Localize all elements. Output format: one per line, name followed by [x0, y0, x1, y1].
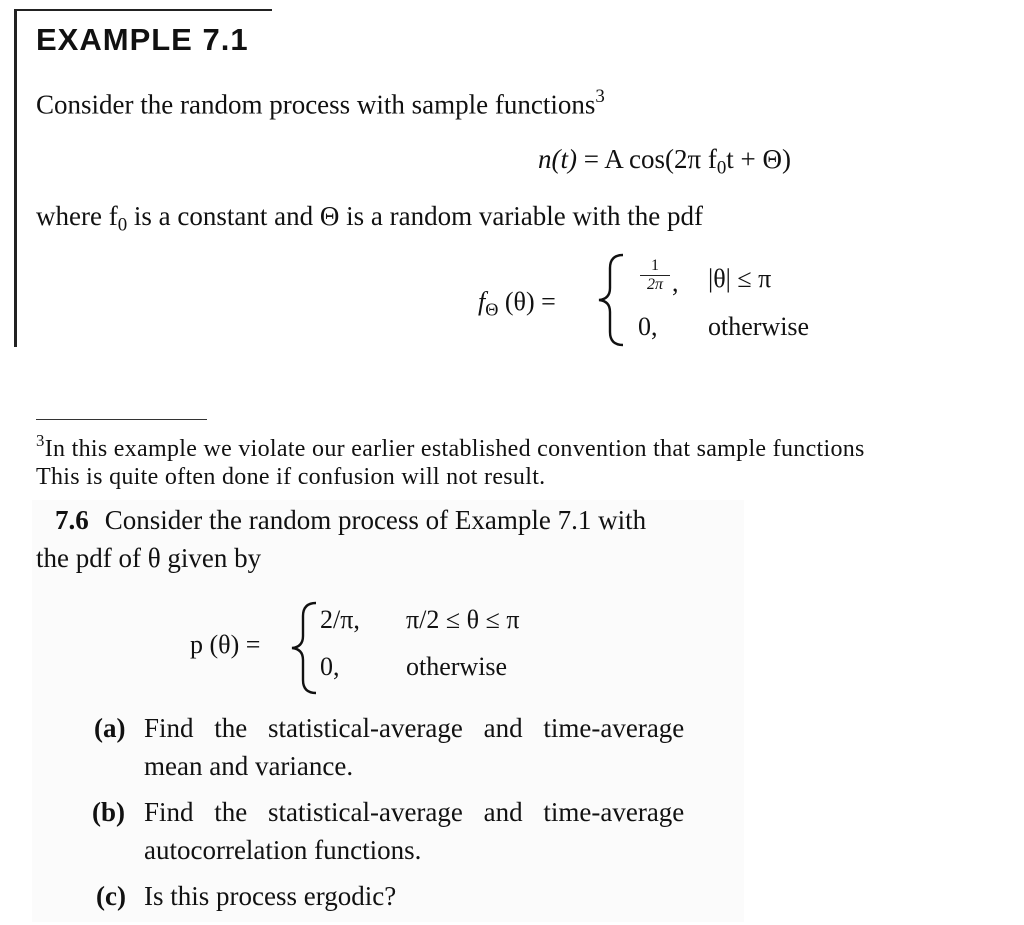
- footnote-line2: This is quite often done if confusion will not result.: [36, 464, 546, 490]
- equation-rhs: = A cos(2π f: [583, 144, 717, 174]
- footnote-rule: [36, 419, 207, 420]
- equation-rhs-subscript: 0: [716, 157, 727, 179]
- equation-rhs-tail: t + Θ): [726, 144, 792, 174]
- pdf1-numerator: 1: [640, 257, 670, 276]
- pdf2-case1-value: 2/π,: [320, 605, 360, 634]
- example-title: EXAMPLE 7.1: [36, 22, 249, 57]
- pdf1-case1-comma: ,: [672, 268, 679, 297]
- where-statement: [36, 201, 703, 237]
- pdf1-case1-condition: |θ| ≤ π: [708, 264, 772, 293]
- example-box-left-border: [14, 9, 17, 347]
- part-a-label: (a): [94, 713, 126, 743]
- pdf2-case2-value: 0,: [320, 652, 340, 681]
- example-box-top-border: [14, 9, 272, 11]
- footnote-mark: 3: [36, 431, 45, 450]
- footnote-reference: 3: [595, 86, 605, 107]
- pdf1-subscript: Θ: [485, 299, 499, 320]
- problem-statement-line2: the pdf of θ given by: [36, 543, 262, 573]
- footnote-line1: [36, 431, 865, 463]
- part-b-line2: autocorrelation functions.: [144, 835, 422, 865]
- problem-number: 7.6: [55, 505, 89, 535]
- where-subscript: 0: [117, 214, 128, 236]
- pdf1-argument: (θ) =: [498, 287, 556, 316]
- pdf1-case2-value: 0,: [638, 312, 658, 341]
- example-intro: [36, 86, 605, 120]
- where-text-part2: is a constant and Θ is a random variable with the pdf: [127, 201, 704, 231]
- equation-lhs: n(t): [538, 144, 577, 174]
- example-intro-text: Consider the random process with sample functions: [36, 89, 596, 120]
- problem-line1-text: Consider the random process of Example 7.1 with: [104, 505, 647, 535]
- part-a-line1: Find the statistical-average and time-average: [144, 713, 685, 743]
- pdf2-lhs: p (θ) =: [190, 630, 261, 659]
- pdf2-case1-condition: π/2 ≤ θ ≤ π: [406, 605, 520, 634]
- pdf2-case2-condition: otherwise: [406, 652, 508, 681]
- pdf1-brace: [593, 252, 627, 348]
- footnote-line1-text: In this example we violate our earlier established convention that sample functions: [44, 436, 865, 463]
- pdf1-denominator: 2π: [646, 276, 663, 293]
- problem-statement-line1: [55, 505, 646, 536]
- pdf1-lhs: [478, 287, 556, 320]
- where-text-part1: where f: [36, 201, 118, 231]
- pdf2-brace: [286, 600, 320, 696]
- pdf1-f: f: [478, 287, 486, 316]
- part-c-label: (c): [96, 881, 126, 911]
- part-b-label: (b): [92, 797, 125, 827]
- example-box: [14, 9, 272, 347]
- pdf1-fraction: [640, 257, 670, 294]
- part-b-line1: Find the statistical-average and time-average: [144, 797, 685, 827]
- process-equation: [538, 144, 791, 180]
- pdf1-case2-condition: otherwise: [708, 312, 810, 341]
- part-c-line1: Is this process ergodic?: [144, 881, 397, 911]
- part-a-line2: mean and variance.: [144, 751, 354, 781]
